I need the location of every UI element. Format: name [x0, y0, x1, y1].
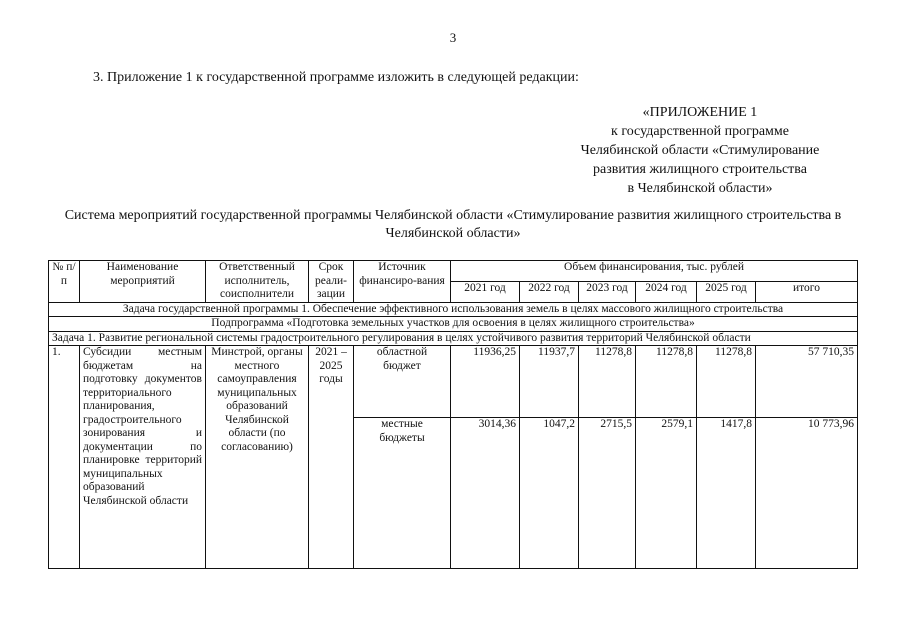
value-cell: 2715,5 [579, 418, 636, 569]
header-term: Срок реали-зации [309, 261, 354, 303]
header-year: 2025 год [697, 281, 756, 302]
header-year: 2022 год [520, 281, 579, 302]
value-cell: 2579,1 [636, 418, 697, 569]
subprogram-row [49, 317, 858, 332]
appendix-line: развития жилищного строительства [593, 162, 807, 177]
document-title: Система мероприятий государственной программы Челябинской области «Стимулирование развития жилищного строительства в Челябинской области» [64, 208, 842, 241]
value-cell: 11278,8 [579, 346, 636, 418]
total-cell: 57 710,35 [756, 346, 858, 418]
value-cell: 11936,25 [451, 346, 520, 418]
header-row-1 [49, 261, 858, 282]
task-row [49, 331, 858, 346]
header-source: Источник финансиро-вания [354, 261, 451, 303]
header-year: 2024 год [636, 281, 697, 302]
total-cell: 10 773,96 [756, 418, 858, 569]
item-source: областной бюджет [354, 346, 451, 418]
value-cell: 1047,2 [520, 418, 579, 569]
item-num: 1. [49, 346, 80, 569]
table-row [49, 346, 858, 418]
goal-row [49, 302, 858, 317]
header-year: 2021 год [451, 281, 520, 302]
item-executor: Минстрой, органы местного самоуправления муниципальных образований Челябинской области (по согласованию) [206, 346, 309, 569]
intro-paragraph: 3. Приложение 1 к государственной программе изложить в следующей редакции: [93, 70, 579, 85]
appendix-heading [560, 103, 840, 198]
header-volume: Объем финансирования, тыс. рублей [451, 261, 858, 282]
item-term: 2021 – 2025 годы [309, 346, 354, 569]
header-num: № п/п [49, 261, 80, 303]
header-executor: Ответственный исполнитель, соисполнители [206, 261, 309, 303]
header-name: Наименование мероприятий [80, 261, 206, 303]
value-cell: 11278,8 [697, 346, 756, 418]
header-year: 2023 год [579, 281, 636, 302]
value-cell: 1417,8 [697, 418, 756, 569]
page-number: 3 [449, 30, 457, 45]
goal-cell: Задача государственной программы 1. Обеспечение эффективного использования земель в целях массового жилищного строительства [49, 302, 858, 317]
task-cell: Задача 1. Развитие региональной системы градостроительного регулирования в целях устойчивого развития территорий Челябинской области [49, 331, 858, 346]
value-cell: 11937,7 [520, 346, 579, 418]
item-source: местные бюджеты [354, 418, 451, 569]
appendix-line: «ПРИЛОЖЕНИЕ 1 [642, 105, 758, 120]
item-name: Субсидии местным бюджетам на подготовку документов территориального планирования, градостроительного зонирования и документации по планировке территорий муниципальных образований Челябинской области [80, 346, 206, 569]
appendix-line: к государственной программе [611, 124, 789, 139]
value-cell: 3014,36 [451, 418, 520, 569]
header-total: итого [756, 281, 858, 302]
appendix-line: в Челябинской области» [627, 181, 773, 196]
appendix-line: Челябинской области «Стимулирование [580, 143, 820, 158]
subprogram-cell: Подпрограмма «Подготовка земельных участков для освоения в целях жилищного строительства» [49, 317, 858, 332]
program-table [48, 260, 858, 569]
value-cell: 11278,8 [636, 346, 697, 418]
